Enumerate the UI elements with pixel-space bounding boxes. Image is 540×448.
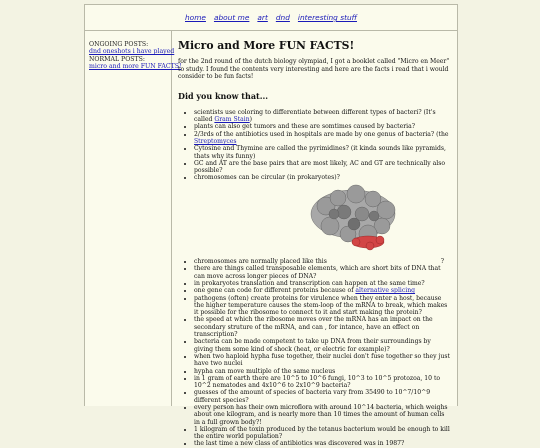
- fact-link[interactable]: Gram Stain: [214, 116, 250, 124]
- fact-image-caption: [194, 258, 451, 265]
- fact-item: [194, 338, 451, 353]
- ongoing-posts-heading: ONGOING POSTS:: [89, 41, 149, 48]
- protein-structure-image: [298, 184, 416, 254]
- nav-about-me[interactable]: about me: [213, 13, 250, 22]
- fact-link[interactable]: alternative splicing: [355, 287, 416, 295]
- fact-text-after: ): [249, 116, 253, 124]
- fact-text: scientists use coloring to differentiate between different types of bacteri? (It's called: [194, 108, 436, 124]
- facts-list-continued: [178, 265, 451, 447]
- fact-text: GC and AT are the base pairs that are most likely, AC and GT are technically also possible?: [194, 159, 446, 175]
- nav-home[interactable]: home: [185, 13, 206, 22]
- fact-text: every person has their own microflora with around 10^14 bacteria, which weighs about one kilogram, and is nearly more than 10 times the amount of human cells in a full grown body?!: [194, 403, 448, 426]
- nav-interesting-stuff[interactable]: interesting stuff: [297, 13, 357, 22]
- fact-item: [194, 316, 451, 338]
- fact-item: [194, 123, 451, 130]
- fact-text: Cytosine and Thymine are called the pyrimidines? (it kinda sounds like pyramids, thats why its funny): [194, 145, 446, 160]
- fact-image-prefix: chromosomes are normally placed like this: [194, 258, 327, 266]
- fact-text: the speed at which the ribosome moves over the mRNA has an impact on the secondary struture of the mRNA, and can , for intance, have an effect on transcription?: [194, 316, 433, 339]
- fact-item: [194, 174, 451, 181]
- facts-heading: Did you know that...: [178, 90, 269, 101]
- fact-item: [194, 287, 451, 294]
- fact-text: one gene can code for different proteins because of: [194, 287, 356, 295]
- fact-item: [194, 353, 451, 368]
- post-intro: for the 2nd round of the dutch biology olympiad, I got a booklet called "Micro en Meer" to study. I found the contents very interesting and here are the facts i read that i would consider to be fun facts!: [178, 58, 450, 81]
- nav-dnd[interactable]: dnd: [275, 13, 290, 22]
- fact-text: the last time a new class of antibiotics was discovered was in 1987?: [194, 440, 405, 448]
- fact-item: [194, 375, 451, 390]
- fact-text: plants can also get tumors and these are somtimes caused by bacteria?: [194, 123, 415, 131]
- page-frame: [84, 4, 458, 448]
- fact-item: [194, 109, 451, 124]
- fact-image-suffix: ?: [440, 258, 444, 266]
- sidebar: [85, 31, 182, 406]
- fact-text: bacteria can be made competent to take up DNA from their surroundings by giving them some kind of shock (heat, or electric for example)?: [194, 338, 431, 353]
- fact-item: [194, 426, 451, 441]
- fact-image-item: [178, 182, 451, 258]
- fact-text: chromosomes can be circular (in prokaryotes)?: [194, 174, 340, 182]
- fact-text: when two haploid hypha fuse together, their nuclei don't fuse together so they just have two nuclei: [194, 352, 450, 368]
- fact-item: [194, 295, 451, 317]
- fact-item: [194, 131, 451, 146]
- sidebar-link-fun-facts[interactable]: micro and more FUN FACTS!: [89, 63, 182, 71]
- nav-art[interactable]: art: [257, 13, 268, 22]
- fact-text: 2/3rds of the antibiotics used in hospitals are made by one genus of bacteria? (the: [194, 130, 449, 138]
- post-title: Micro and More FUN FACTS!: [178, 39, 355, 52]
- fact-item: [194, 440, 451, 447]
- fact-text: guesses of the amount of species of bacteria vary from 35490 to 10^7/10^9 different species?: [194, 389, 431, 404]
- fact-item: [194, 368, 451, 375]
- sidebar-link-dnd-oneshots[interactable]: dnd oneshots i have played: [89, 48, 175, 56]
- fact-text: hypha can move multiple of the same nucleus: [194, 367, 336, 375]
- fact-text: there are things called transposable elements, which are short bits of DNA that can move across longer pieces of DNA?: [194, 265, 441, 280]
- fact-text: pathogens (often) create proteins for virulence when they enter a host, because the higher temperature causes the stem-loop of the mRNA to break, which makes it possible for the ribosome to connect to it and start making the protein?: [194, 294, 448, 317]
- top-nav: [85, 5, 457, 31]
- main-content: [172, 31, 457, 448]
- facts-list: [178, 109, 451, 182]
- fact-item: [194, 404, 451, 426]
- fact-text: in 1 gram of earth there are 10^5 to 10^6 fungi, 10^3 to 10^5 protozoa, 10 to 10^2 nematodes and 4x10^6 to 2x10^9 bacteria?: [194, 374, 441, 390]
- fact-text: in prokaryotes translation and transcription can happen at the same time?: [194, 279, 425, 287]
- fact-link[interactable]: Streptomyces: [194, 137, 237, 145]
- fact-text: 1 kilogram of the toxin produced by the tetanus bacterium would be enough to kill the entire world population?: [194, 425, 450, 441]
- fact-item: [194, 280, 451, 287]
- fact-item: [194, 265, 451, 280]
- fact-item: [194, 160, 451, 175]
- fact-item: [194, 145, 451, 160]
- facts-image-list: [178, 182, 451, 266]
- normal-posts-heading: NORMAL POSTS:: [89, 55, 145, 63]
- fact-item: [194, 389, 451, 404]
